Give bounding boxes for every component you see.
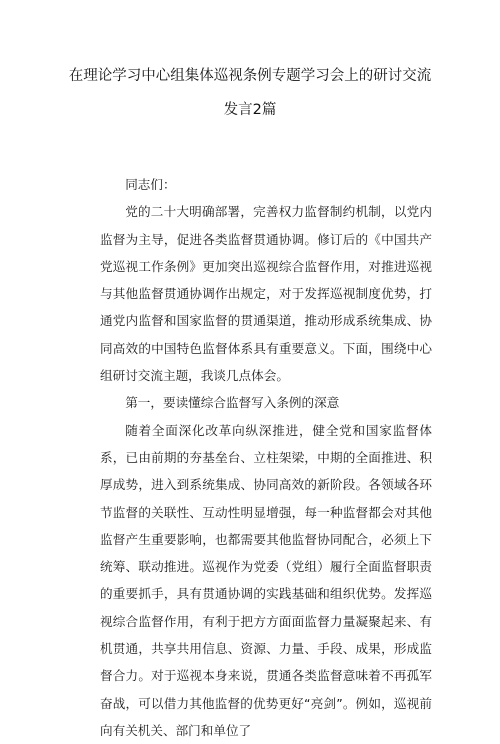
document-body xyxy=(100,171,432,744)
salutation: 同志们： xyxy=(125,177,176,192)
paragraph-section-1: 随着全面深化改革向纵深推进，健全党和国家监督体系，已由前期的夯基垒台、立柱架梁，中期的全面推进、积厚成势，进入到系统集成、协同高效的新阶段。各领域各环节监督的关联性、互动性明显增强，每一种监督都会对其他监督产生重要影响，也都需要其他监督协同配合，必须上下统筹、联动推进。巡视作为党委（党组）履行全面监督职责的重要抓手，具有贯通协调的实践基础和组织优势。发挥巡视综合监督作用，有利于把方方面面监督力量凝聚起来、有机贯通，共享共用信息、资源、力量、手段、成果，形成监督合力。对于巡视本身来说，贯通各类监督意味着不再孤军奋战，可以借力其他监督的优势更好“亮剑”。例如，巡视前向有关机关、部门和单位了 xyxy=(100,422,432,738)
section-heading-1: 第一，要读懂综合监督写入条例的深意 xyxy=(125,395,340,411)
paragraph-intro: 党的二十大明确部署，完善权力监督制约机制，以党内监督为主导，促进各类监督贯通协调。修订后的《中国共产党巡视工作条例》更加突出巡视综合监督作用，对推进巡视与其他监督贯通协调作出规定，对于发挥巡视制度优势，打通党内监督和国家监督的贯通渠道，推动形成系统集成、协同高效的中国特色监督体系具有重要意义。下面，围绕中心组研讨交流主题，我谈几点体会。 xyxy=(100,204,432,384)
document-title-line-2: 发言2篇 xyxy=(223,102,277,118)
document-title-line-1: 在理论学习中心组集体巡视条例专题学习会上的研讨交流 xyxy=(68,68,432,84)
